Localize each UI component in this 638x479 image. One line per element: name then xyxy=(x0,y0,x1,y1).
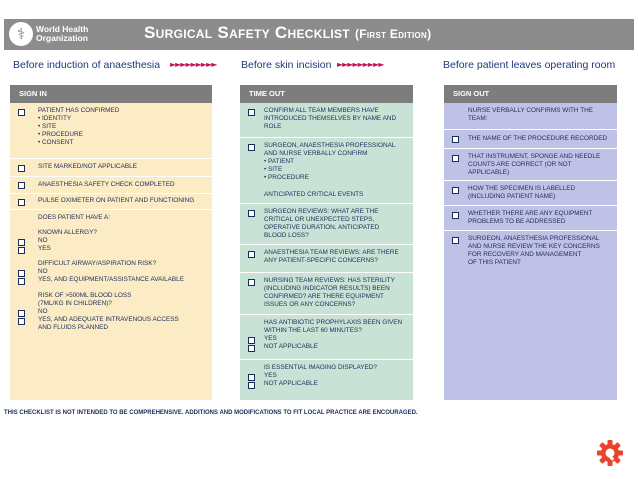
item-text: THE NAME OF THE PROCEDURE RECORDED xyxy=(468,135,608,142)
checkbox[interactable] xyxy=(452,212,459,219)
item-text: YES, AND EQUIPMENT/ASSISTANCE AVAILABLE xyxy=(38,276,184,283)
who-emblem-icon: ⚕ xyxy=(9,22,33,46)
item-text: THAT INSTRUMENT, SPONGE AND NEEDLE xyxy=(468,153,601,160)
item-text: OF THIS PATIENT xyxy=(468,259,521,266)
item-text: • CONSENT xyxy=(38,139,74,146)
item-text: (INCLUDING PATIENT NAME) xyxy=(468,193,556,200)
item-text: DOES PATIENT HAVE A: xyxy=(38,214,110,221)
checkbox[interactable] xyxy=(248,251,255,258)
time-out-heading: TIME OUT xyxy=(240,85,413,103)
item-text: NO xyxy=(38,237,48,244)
sign-in-item xyxy=(10,177,212,194)
item-text: AND NURSE REVIEW THE KEY CONCERNS xyxy=(468,243,600,250)
item-text: PULSE OXIMETER ON PATIENT AND FUNCTIONING xyxy=(38,197,195,204)
phase-before-leaving: Before patient leaves operating room xyxy=(443,59,616,71)
sign-in-item xyxy=(10,194,212,210)
phase-arrows-2: ►►►►►►►►► xyxy=(337,60,384,69)
item-text: ANTICIPATED CRITICAL EVENTS xyxy=(264,191,364,198)
item-text: KNOWN ALLERGY? xyxy=(38,229,97,236)
phase-arrows-1: ►►►►►►►►► xyxy=(170,60,217,69)
item-text: TEAM: xyxy=(468,115,488,122)
item-text: CRITICAL OR UNEXPECTED STEPS, xyxy=(264,216,375,223)
item-text: PROBLEMS TO BE ADDRESSED xyxy=(468,218,566,225)
time-out-item xyxy=(240,360,413,400)
sign-out-column xyxy=(444,85,617,400)
checkbox[interactable] xyxy=(18,182,25,189)
item-text: IS ESSENTIAL IMAGING DISPLAYED? xyxy=(264,364,377,371)
item-text: • SITE xyxy=(38,123,57,130)
item-text: COUNTS ARE CORRECT (OR NOT xyxy=(468,161,572,168)
item-text: NO xyxy=(38,308,48,315)
checkbox[interactable] xyxy=(248,345,255,352)
checkbox[interactable] xyxy=(18,318,25,325)
item-text: (7ML/KG IN CHILDREN)? xyxy=(38,300,112,307)
time-out-column xyxy=(240,85,413,400)
sign-in-item xyxy=(10,210,212,400)
item-text: HOW THE SPECIMEN IS LABELLED xyxy=(468,185,576,192)
item-text: RISK OF >500ML BLOOD LOSS xyxy=(38,292,132,299)
edition-text: (First Edition) xyxy=(354,27,432,41)
item-text: AND NURSE VERBALLY CONFIRM xyxy=(264,150,368,157)
item-text: • IDENTITY xyxy=(38,115,72,122)
checkbox[interactable] xyxy=(452,136,459,143)
time-out-body xyxy=(240,103,413,400)
item-text: YES xyxy=(264,335,277,342)
sign-out-heading: SIGN OUT xyxy=(444,85,617,103)
item-text: WITHIN THE LAST 60 MINUTES? xyxy=(264,327,362,334)
item-text: FOR RECOVERY AND MANAGEMENT xyxy=(468,251,582,258)
item-text: APPLICABLE) xyxy=(468,169,510,176)
checkbox[interactable] xyxy=(452,187,459,194)
sign-in-item xyxy=(10,159,212,177)
item-text: SURGEON, ANAESTHESIA PROFESSIONAL xyxy=(264,142,396,149)
sign-out-item xyxy=(444,130,617,149)
item-text: PATIENT HAS CONFIRMED xyxy=(38,107,120,114)
checkbox[interactable] xyxy=(18,199,25,206)
item-text: YES xyxy=(38,245,51,252)
item-text: NOT APPLICABLE xyxy=(264,380,318,387)
checkbox[interactable] xyxy=(248,144,255,151)
checkbox[interactable] xyxy=(18,278,25,285)
checkbox[interactable] xyxy=(248,279,255,286)
item-text: DIFFICULT AIRWAY/ASPIRATION RISK? xyxy=(38,260,157,267)
checkbox[interactable] xyxy=(18,239,25,246)
item-text: ANAESTHESIA SAFETY CHECK COMPLETED xyxy=(38,181,175,188)
item-text: • PATIENT xyxy=(264,158,295,165)
sign-in-column xyxy=(10,85,212,400)
gear-logo-icon xyxy=(596,439,624,467)
item-text: • PROCEDURE xyxy=(264,174,309,181)
time-out-item xyxy=(240,315,413,360)
checkbox[interactable] xyxy=(18,270,25,277)
checkbox[interactable] xyxy=(18,310,25,317)
item-text: NURSE VERBALLY CONFIRMS WITH THE xyxy=(468,107,593,114)
item-text: CONFIRMED? ARE THERE EQUIPMENT xyxy=(264,293,384,300)
checkbox[interactable] xyxy=(248,210,255,217)
item-text: YES xyxy=(264,372,277,379)
item-text: SURGEON, ANAESTHESIA PROFESSIONAL xyxy=(468,235,600,242)
checkbox[interactable] xyxy=(18,247,25,254)
header-bar xyxy=(4,19,634,50)
item-text: • PROCEDURE xyxy=(38,131,83,138)
item-text: ROLE xyxy=(264,123,282,130)
time-out-item xyxy=(240,204,413,245)
checkbox[interactable] xyxy=(248,374,255,381)
item-text: CONFIRM ALL TEAM MEMBERS HAVE xyxy=(264,107,379,114)
page-title xyxy=(144,23,634,43)
checkbox[interactable] xyxy=(248,382,255,389)
time-out-item xyxy=(240,245,413,273)
sign-out-body xyxy=(444,103,617,400)
checkbox[interactable] xyxy=(248,337,255,344)
sign-out-item xyxy=(444,103,617,130)
item-text: SITE MARKED/NOT APPLICABLE xyxy=(38,163,137,170)
checkbox[interactable] xyxy=(248,109,255,116)
checkbox[interactable] xyxy=(452,237,459,244)
item-text: WHETHER THERE ARE ANY EQUIPMENT xyxy=(468,210,593,217)
checkbox[interactable] xyxy=(452,155,459,162)
checkbox[interactable] xyxy=(18,109,25,116)
org-name-line1: World Health xyxy=(36,24,89,34)
item-text: OPERATIVE DURATION, ANTICIPATED xyxy=(264,224,380,231)
checkbox[interactable] xyxy=(18,165,25,172)
time-out-item xyxy=(240,138,413,204)
item-text: INTRODUCED THEMSELVES BY NAME AND xyxy=(264,115,397,122)
phase-before-incision: Before skin incision xyxy=(241,59,332,71)
sign-in-heading: SIGN IN xyxy=(10,85,212,103)
sign-out-item xyxy=(444,231,617,400)
item-text: BLOOD LOSS? xyxy=(264,232,309,239)
sign-out-item xyxy=(444,149,617,181)
footer-disclaimer: THIS CHECKLIST IS NOT INTENDED TO BE COMPREHENSIVE. ADDITIONS AND MODIFICATIONS TO FIT LOCAL PRACTICE ARE ENCOURAGED. xyxy=(4,410,418,416)
item-text: ISSUES OR ANY CONCERNS? xyxy=(264,301,356,308)
item-text: • SITE xyxy=(264,166,283,173)
item-text: ANY PATIENT-SPECIFIC CONCERNS? xyxy=(264,257,378,264)
item-text: AND FLUIDS PLANNED xyxy=(38,324,108,331)
time-out-item xyxy=(240,103,413,138)
time-out-item xyxy=(240,273,413,315)
sign-in-item xyxy=(10,103,212,159)
sign-in-body xyxy=(10,103,212,400)
item-text: SURGEON REVIEWS: WHAT ARE THE xyxy=(264,208,379,215)
title-text: Surgical Safety Checklist xyxy=(144,23,350,42)
sign-out-item xyxy=(444,181,617,206)
item-text: NO xyxy=(38,268,48,275)
sign-out-item xyxy=(444,206,617,231)
item-text: (INCLUDING INDICATOR RESULTS) BEEN xyxy=(264,285,390,292)
item-text: YES, AND ADEQUATE INTRAVENOUS ACCESS xyxy=(38,316,179,323)
item-text: ANAESTHESIA TEAM REVIEWS: ARE THERE xyxy=(264,249,399,256)
org-name-line2: Organization xyxy=(36,33,88,43)
item-text: NOT APPLICABLE xyxy=(264,343,318,350)
item-text: HAS ANTIBIOTIC PROPHYLAXIS BEEN GIVEN xyxy=(264,319,403,326)
phase-before-induction: Before induction of anaesthesia xyxy=(13,59,161,71)
item-text: NURSING TEAM REVIEWS: HAS STERILITY xyxy=(264,277,395,284)
